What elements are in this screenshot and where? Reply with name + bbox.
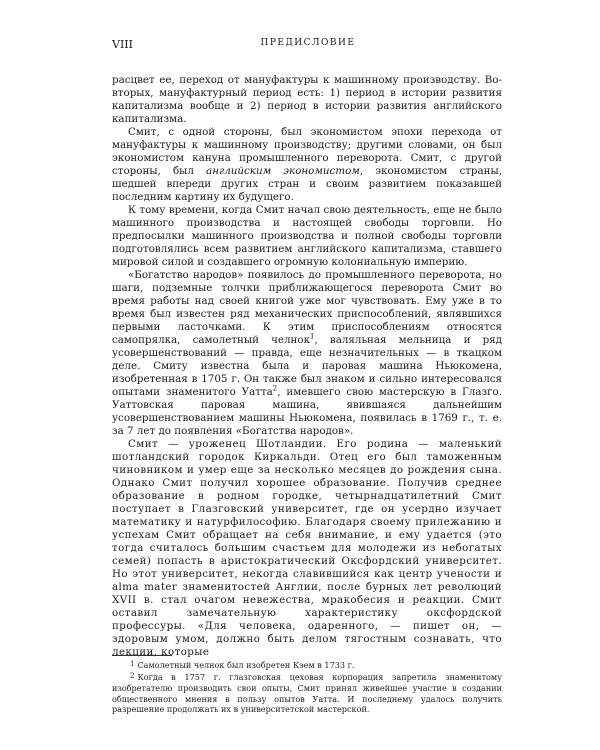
footnote-1 xyxy=(112,660,502,672)
paragraph-4-part-3: , имевшего свою мастерскую в Глазго. Уаттовская паровая машина, явившаяся дальнейшим усовершенствованием машины Ньюкомена, появилась в 1769 г., т. е. за 7 лет до появления «Богатства народов». xyxy=(112,386,502,437)
emphasis-english-economist: английским экономистом xyxy=(206,165,360,177)
running-title: ПРЕДИСЛОВИЕ xyxy=(260,38,356,48)
footnote-ref-1[interactable]: 1 xyxy=(310,332,315,341)
paragraph-5: Смит — уроженец Шотландии. Его родина — маленький шотландский городок Киркальди. Отец его был таможенным чиновником и умер еще за несколько месяцев до рождения сына. Однако Смит получил хорошее образование. Получив среднее образование в родном городке, четырнадцатилетний Смит поступает в Глазговский университет, где он усердно изучает математику и натурфилософию. Благодаря своему прилежанию и успехам Смит обращает на себя внимание, и ему удается (это тогда считалось большим счастьем для молодежи из небогатых семей) попасть в аристократический Оксфордский университет. Но этот университет, некогда славившийся как центр учености и alma mater знаменитостей Англии, после бурных лет революций XVII в. стал очагом невежества, мракобесия и реакции. Смит оставил замечательную характеристику оксфордской профессуры. «Для человека, одаренного, — пишет он, — здоровым умом, должно быть делом тягостным сознавать, что лекции, которые xyxy=(112,438,502,658)
paragraph-2-start: Смит, с одной стороны, был экономистом эпохи перехода от мануфактуры к машинному производству; другими словами, он был экономистом кануна промышленного переворота. Смит, с другой стороны, был xyxy=(112,126,502,177)
paragraph-4-part-1: «Богатство народов» появилось до промышленного переворота, но шаги, подземные толчки приближающегося переворота Смит во время работы над своей книгой уже мог чувствовать. Ему уже в то время был известен ряд механических приспособлений, являвшихся первыми ласточками. К этим приспособлениям относятся самопрялка, самолетный челнок xyxy=(112,269,502,346)
footnote-2-text: Когда в 1757 г. глазговская цеховая корпорация запретила знаменитому изобретателю производить свои опыты, Смит принял живейшее участие в создании общественного мнения в пользу опытов Уатта. И последнему удалось получить разрешение продолжать их в университетской мастерской. xyxy=(112,671,502,714)
footnotes xyxy=(112,660,502,715)
page-number: VIII xyxy=(112,38,133,51)
footnote-divider xyxy=(112,655,172,656)
footnote-2-mark: 2 xyxy=(130,671,135,680)
footnote-1-mark: 1 xyxy=(130,660,135,668)
paragraph-2-end: , экономистом страны, шедшей впереди других стран и своим развитием показавшей последним картину их будущего. xyxy=(112,165,502,203)
footnote-2 xyxy=(112,672,502,715)
main-text xyxy=(112,74,502,659)
paragraph-4 xyxy=(112,269,502,438)
paragraph-2 xyxy=(112,126,502,204)
paragraph-4-part-2: , валяльная мельница и ряд усовершенствований — правда, еще незначительных — в ткацком деле. Смиту известна была и паровая машина Ньюкомена, изобретенная в 1705 г. Он также был знаком и сильно интересовался опытами знаменитого Уатта xyxy=(112,334,502,398)
footnote-ref-2[interactable]: 2 xyxy=(272,384,278,393)
paragraph-3: К тому времени, когда Смит начал свою деятельность, еще не было машинного производства и настоящей свободы торговли. Но предпосылки машинного производства и полной свободы торговли подготовлялись всем развитием английского капитализма, ставшего мировой силой и создавшего огромную колониальную империю. xyxy=(112,204,502,268)
footnote-1-text: Самолетный челнок был изобретен Кэем в 1733 г. xyxy=(137,660,355,670)
page-header xyxy=(112,38,504,54)
paragraph-1: расцвет ее, переход от мануфактуры к машинному производству. Во-вторых, мануфактурный период есть: 1) период в истории развития капитализма вообще и 2) период в истории развития английского капитализма. xyxy=(112,74,502,125)
